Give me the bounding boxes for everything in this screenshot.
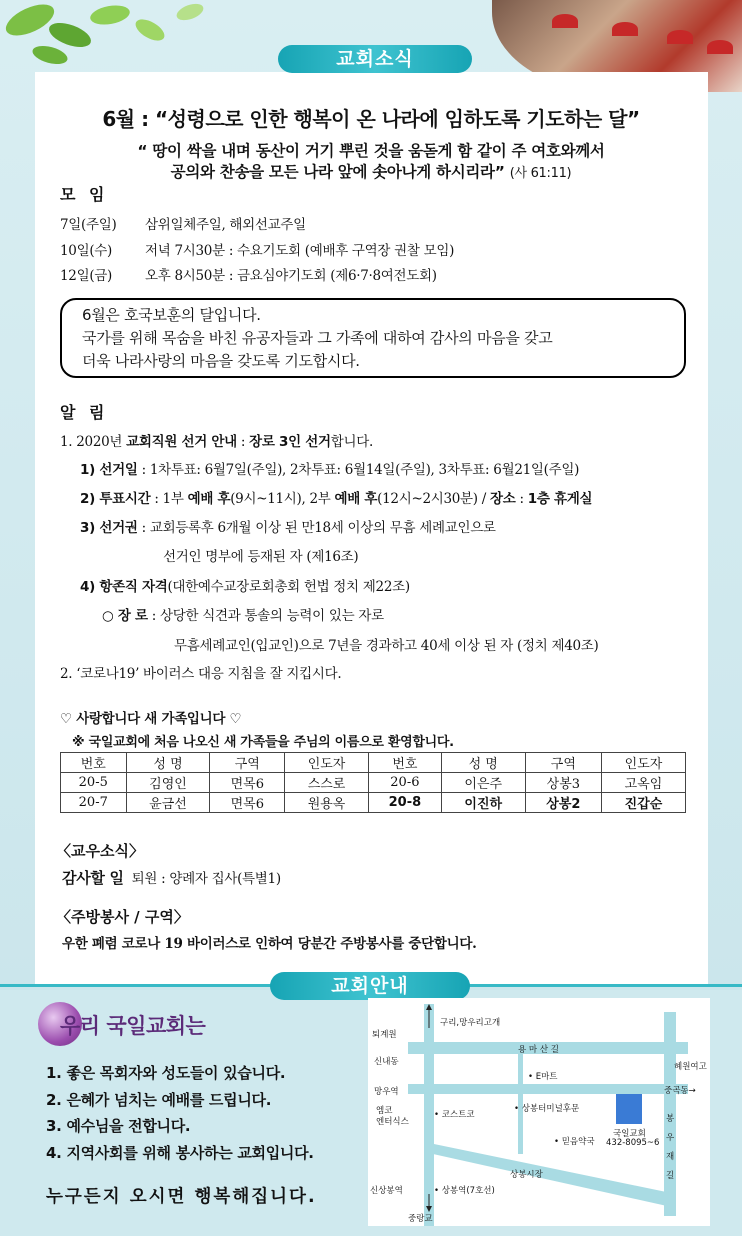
- map-label: 중곡동→: [664, 1086, 696, 1096]
- table-cell: 고옥임: [602, 773, 686, 793]
- table-cell: 상봉3: [525, 773, 601, 793]
- table-cell: 20-7: [61, 793, 127, 813]
- map-label: 432-8095~6: [606, 1138, 660, 1148]
- map-label: • 상봉역(7호선): [434, 1184, 495, 1196]
- meeting-row: 10일(수): [60, 243, 112, 259]
- table-header: 성 명: [126, 753, 210, 773]
- table-header: 인도자: [285, 753, 369, 773]
- guide-item: 2. 은혜가 넘치는 예배를 드립니다.: [46, 1091, 272, 1109]
- map-label: 봉 우 재 길: [666, 1114, 675, 1181]
- table-header: 구역: [210, 753, 285, 773]
- map-label: 엠코 엔터식스: [376, 1106, 409, 1127]
- kitchen-text: 우한 폐렴 코로나 19 바이러스로 인하여 당분간 주방봉사를 중단합니다.: [62, 936, 477, 952]
- elder-sub-cont: 무흠세례교인(입교인)으로 7년을 경과하고 40세 이상 된 자 (정치 제40조): [174, 638, 599, 654]
- map-label: 구리,망우리고개: [440, 1018, 501, 1028]
- announce-heading: 알 림: [60, 403, 109, 422]
- meeting-row-text: 삼위일체주일, 해외선교주일: [145, 217, 306, 233]
- section-header-news: 교회소식: [278, 45, 472, 73]
- table-cell: 20-6: [369, 773, 442, 793]
- kitchen-heading: 〈주방봉사 / 구역〉: [56, 908, 189, 926]
- table-header: 인도자: [602, 753, 686, 773]
- table-cell: 이은주: [441, 773, 525, 793]
- table-cell: 스스로: [285, 773, 369, 793]
- page-title: 6월 : “성령으로 인한 행복이 온 나라에 임하도록 기도하는 달”: [102, 107, 640, 131]
- table-header: 구역: [525, 753, 601, 773]
- members-row: 감사할 일 퇴원 : 양례자 집사(특별1): [62, 869, 281, 887]
- verse-line-1: “ 땅이 싹을 내며 동산이 거기 뿌린 것을 움돋게 함 같이 주 여호와께서: [137, 142, 605, 160]
- meeting-row: 12일(금): [60, 268, 112, 284]
- table-cell: 20-8: [369, 793, 442, 813]
- map-label: 중랑교: [408, 1214, 433, 1224]
- meetings-heading: 모 임: [60, 185, 109, 204]
- table-header: 성 명: [441, 753, 525, 773]
- map-label: • 믿음약국: [554, 1135, 595, 1147]
- voting-right: 3) 선거권 : 교회등록후 6개월 이상 된 만18세 이상의 무흠 세례교인으로: [80, 520, 496, 536]
- guide-item: 3. 예수님을 전합니다.: [46, 1117, 191, 1135]
- map-label: • E마트: [528, 1070, 558, 1082]
- meeting-row-text: 저녁 7시30분 : 수요기도회 (예배후 구역장 권찰 모임): [145, 243, 455, 259]
- notice-line: 6월은 호국보훈의 달입니다.: [82, 306, 261, 324]
- elder-sub: ○ 장 로 : 상당한 식견과 통솔의 능력이 있는 자로: [102, 608, 384, 624]
- guide-item: 1. 좋은 목회자와 성도들이 있습니다.: [46, 1064, 286, 1082]
- elder-qualification: 4) 항존직 자격(대한예수교장로회총회 헌법 정치 제22조): [80, 579, 410, 595]
- new-family-table: [60, 752, 686, 813]
- map-label: 신내동: [374, 1057, 399, 1067]
- table-header: 번호: [61, 753, 127, 773]
- map-label: 상봉시장: [510, 1170, 543, 1180]
- table-cell: 원용옥: [285, 793, 369, 813]
- table-cell: 김영인: [126, 773, 210, 793]
- map-label: 국일교회: [613, 1129, 646, 1139]
- map-label: • 상봉터미널후문: [514, 1102, 579, 1114]
- notice-line: 국가를 위해 목숨을 바친 유공자들과 그 가족에 대하여 감사의 마음을 갖고: [82, 329, 553, 347]
- leaves-decoration: [0, 0, 230, 70]
- voting-time: 2) 투표시간 : 1부 예배 후(9시~11시), 2부 예배 후(12시~2시30분) / 장소 : 1층 휴게실: [80, 491, 593, 507]
- meeting-row-text: 오후 8시50분 : 금요심야기도회 (제6·7·8여전도회): [145, 268, 437, 284]
- election-date: 1) 선거일 : 1차투표: 6월7일(주일), 2차투표: 6월14일(주일), 3차투표: 6월21일(주일): [80, 462, 580, 478]
- verse-line-2: 공의와 찬송을 모든 나라 앞에 솟아나게 하시리라” (사 61:11): [170, 163, 572, 181]
- table-row: [61, 773, 686, 793]
- table-header: 번호: [369, 753, 442, 773]
- table-cell: 면목6: [210, 773, 285, 793]
- table-cell: 이진하: [441, 793, 525, 813]
- new-family-heading: ♡ 사랑합니다 새 가족입니다 ♡: [60, 711, 242, 727]
- map-label: 신상봉역: [370, 1186, 403, 1196]
- table-cell: 윤금선: [126, 793, 210, 813]
- map-label: 퇴계원: [372, 1030, 397, 1040]
- map-label: • 코스트코: [434, 1108, 475, 1120]
- guide-motto: 누구든지 오시면 행복해집니다.: [46, 1187, 317, 1207]
- map-label: 용 마 산 길: [518, 1045, 559, 1055]
- table-cell: 20-5: [61, 773, 127, 793]
- meeting-row: 7일(주일): [60, 217, 117, 233]
- table-row: [61, 793, 686, 813]
- table-header-row: [61, 753, 686, 773]
- table-cell: 상봉2: [525, 793, 601, 813]
- announce-item-2: 2. ‘코로나19’ 바이러스 대응 지침을 잘 지킵시다.: [60, 666, 342, 682]
- section-header-guide: 교회안내: [270, 972, 470, 1000]
- table-cell: 면목6: [210, 793, 285, 813]
- notice-line: 더욱 나라사랑의 마음을 갖도록 기도합시다.: [82, 352, 360, 370]
- new-family-sub: ※ 국일교회에 처음 나오신 새 가족들을 주님의 이름으로 환영합니다.: [72, 735, 454, 750]
- verse-reference: (사 61:11): [509, 166, 572, 181]
- guide-item: 4. 지역사회를 위해 봉사하는 교회입니다.: [46, 1144, 314, 1162]
- guide-title: 우리 국일교회는: [38, 1002, 238, 1046]
- announce-item-1: 1. 2020년 교회직원 선거 안내 : 장로 3인 선거합니다.: [60, 434, 373, 450]
- notice-box: [60, 298, 686, 378]
- table-cell: 진갑순: [602, 793, 686, 813]
- map-label: 혜원여고: [674, 1062, 707, 1072]
- map-label: 망우역: [374, 1087, 399, 1097]
- location-map: [368, 998, 710, 1226]
- members-heading: 〈교우소식〉: [56, 842, 144, 860]
- voting-right-cont: 선거인 명부에 등재된 자 (제16조): [163, 549, 359, 565]
